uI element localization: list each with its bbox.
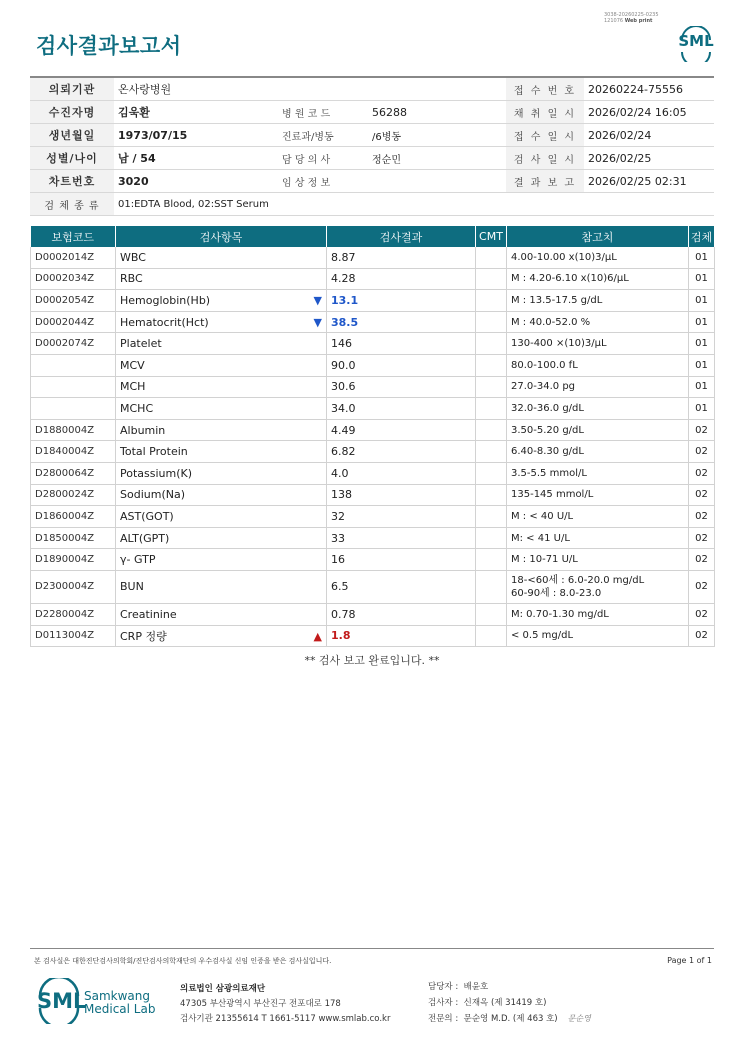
table-row [31,570,715,603]
ref-line: M: < 41 U/L [511,532,570,544]
cell-specimen: 02 [689,462,715,484]
footer-divider [30,948,714,949]
cell-value: 38.5 [327,311,476,333]
logo-name-line: Medical Lab [84,1002,156,1016]
high-flag-icon: ▲ [313,629,322,643]
item-name: Creatinine [120,607,177,621]
cell-ref [507,354,689,376]
item-name: Total Protein [120,445,188,459]
cell-ref [507,484,689,506]
header-code: 보험코드 [31,226,116,247]
cell-item [116,441,327,463]
cell-ref [507,290,689,312]
cell-ref [507,549,689,571]
cell-value: 4.28 [327,268,476,290]
org-contact: 검사기관 21355614 T 1661-5117 www.smlab.co.kr [180,1014,391,1024]
table-row [31,354,715,376]
item-name: Hematocrit(Hct) [120,315,209,329]
value-sex-age: 남 / 54 [114,147,272,170]
ref-line: 6.40-8.30 g/dL [511,446,584,458]
header-ref: 참고치 [507,226,689,247]
label-hospital: 의뢰기관 [30,77,114,101]
cell-value: 30.6 [327,376,476,398]
cell-cmt [476,484,507,506]
label-chart: 차트번호 [30,170,114,193]
item-name: Potassium(K) [120,466,193,480]
cell-specimen: 02 [689,570,715,603]
header-specimen: 검체 [689,226,715,247]
item-name: Hemoglobin(Hb) [120,293,211,307]
footer-logo [36,978,176,1024]
cell-item [116,247,327,268]
cell-ref [507,462,689,484]
table-row [31,419,715,441]
cell-item [116,333,327,355]
document-code-line: 3038-20260225-0235 [604,12,659,18]
cell-specimen: 02 [689,484,715,506]
cell-cmt [476,268,507,290]
table-row [31,506,715,528]
value-test-date: 2026/02/25 [584,147,714,170]
low-flag-icon: ▼ [313,315,322,329]
cell-item [116,462,327,484]
ref-line: 3.50-5.20 g/dL [511,424,584,436]
cell-cmt [476,603,507,625]
label-sex-age: 성별/나이 [30,147,114,170]
cell-value: 33 [327,527,476,549]
item-name: ALT(GPT) [120,531,170,545]
tester-label: 검사자 : [428,997,459,1008]
web-print-tag: Web print [624,18,653,24]
cell-item [116,603,327,625]
logo-name-line: Samkwang [84,989,150,1003]
cell-cmt [476,527,507,549]
completion-note: ** 검사 보고 완료입니다. ** [304,654,440,667]
value-chart: 3020 [114,170,272,193]
item-name: BUN [120,580,144,594]
label-report: 결 과 보 고 [506,170,584,193]
ref-line: M : 13.5-17.5 g/dL [511,294,603,306]
table-row [31,625,715,647]
document-code-line: 121076 [604,18,624,24]
cell-code: D0002074Z [31,333,116,355]
ref-line: M : 40.0-52.0 % [511,316,591,328]
cell-specimen: 02 [689,441,715,463]
cell-item [116,484,327,506]
cell-cmt [476,290,507,312]
value-clinical [368,170,506,193]
cell-ref [507,398,689,420]
table-row [31,398,715,420]
cell-ref [507,376,689,398]
cell-code: D2800024Z [31,484,116,506]
label-doctor: 담 당 의 사 [272,147,368,170]
cell-item [116,549,327,571]
sml-logo [676,26,716,62]
ref-line: 32.0-36.0 g/dL [511,402,584,414]
cell-specimen: 01 [689,311,715,333]
value-dept: /6병동 [368,124,506,147]
low-flag-icon: ▼ [313,294,322,308]
item-name: Albumin [120,423,166,437]
manager-label: 담당자 : [428,982,459,992]
value-hospital: 온사랑병원 [114,77,506,101]
ref-line: 3.5-5.5 mmol/L [511,467,587,479]
label-receipt-no: 접 수 번 호 [506,77,584,101]
cell-code: D0113004Z [31,625,116,647]
ref-line: < 0.5 mg/dL [511,630,574,642]
ref-line: 4.00-10.00 x(10)3/µL [511,251,617,263]
org-name: 의료법인 삼광의료재단 [180,984,266,994]
ref-line: 80.0-100.0 fL [511,359,578,371]
cell-value: 90.0 [327,354,476,376]
cell-specimen: 01 [689,290,715,312]
cell-ref [507,268,689,290]
logo-text: SML [678,32,714,50]
value-dob: 1973/07/15 [114,124,272,147]
cell-cmt [476,462,507,484]
cell-cmt [476,354,507,376]
label-test-date: 검 사 일 시 [506,147,584,170]
footer-logo-name [84,990,155,1016]
cell-code [31,376,116,398]
cell-cmt [476,398,507,420]
cell-value: 6.5 [327,570,476,603]
footer-logo-sml: SML [37,989,87,1013]
cell-specimen: 02 [689,625,715,647]
item-name: RBC [120,272,143,286]
cell-ref [507,625,689,647]
value-received: 2026/02/24 [584,124,714,147]
table-row [31,549,715,571]
table-row [31,376,715,398]
staff-info [428,980,591,1028]
cell-ref [507,506,689,528]
item-name: AST(GOT) [120,509,174,523]
cell-code: D1840004Z [31,441,116,463]
cell-item [116,506,327,528]
cell-ref [507,603,689,625]
cell-code: D0002044Z [31,311,116,333]
cell-value: 4.49 [327,419,476,441]
cell-item [116,354,327,376]
table-row [31,247,715,268]
cell-code: D1850004Z [31,527,116,549]
cell-code: D2300004Z [31,570,116,603]
label-dept: 진료과/병동 [272,124,368,147]
cell-cmt [476,311,507,333]
document-code [604,12,704,24]
cell-ref [507,419,689,441]
specialist-name: 문순영 M.D. (제 463 호) [463,1014,558,1024]
results-body [31,247,715,647]
tester-name: 신재옥 (제 31419 호) [463,997,547,1008]
cell-item [116,398,327,420]
item-name: Platelet [120,337,162,351]
value-specimen: 01:EDTA Blood, 02:SST Serum [114,193,714,216]
item-name: γ- GTP [120,553,156,567]
table-row [31,268,715,290]
value-collect: 2026/02/24 16:05 [584,101,714,124]
cell-code: D1860004Z [31,506,116,528]
cell-specimen: 01 [689,333,715,355]
ref-line: 135-145 mmol/L [511,489,594,501]
cell-ref [507,247,689,268]
cell-item [116,419,327,441]
cell-value: 16 [327,549,476,571]
cell-specimen: 01 [689,268,715,290]
cell-cmt [476,376,507,398]
cell-code: D0002054Z [31,290,116,312]
cell-code: D1890004Z [31,549,116,571]
ref-line: 18-<60세 : 6.0-20.0 mg/dL [511,574,645,586]
item-name: MCV [120,358,145,372]
table-row [31,290,715,312]
cell-item [116,527,327,549]
cell-cmt [476,333,507,355]
value-hosp-code: 56288 [368,101,506,124]
cell-specimen: 02 [689,419,715,441]
certification-note: 본 검사실은 대한진단검사의학회/진단검사의학재단의 우수검사실 신임 인증을 받은 검사실입니다. [34,957,332,965]
table-row [31,441,715,463]
cell-item [116,268,327,290]
cell-item [116,376,327,398]
cell-value: 34.0 [327,398,476,420]
label-clinical: 임 상 정 보 [272,170,368,193]
value-report: 2026/02/25 02:31 [584,170,714,193]
item-name: MCH [120,380,146,394]
cell-ref [507,527,689,549]
label-patient: 수진자명 [30,101,114,124]
cell-ref [507,570,689,603]
cell-cmt [476,570,507,603]
cell-specimen: 01 [689,354,715,376]
header-cmt: CMT [476,226,507,247]
cell-specimen: 02 [689,549,715,571]
label-specimen: 검 체 종 류 [30,193,114,216]
manager-name: 배윤호 [463,982,489,992]
ref-line: M: 0.70-1.30 mg/dL [511,608,609,620]
value-doctor: 정순민 [368,147,506,170]
cell-cmt [476,247,507,268]
cell-value: 32 [327,506,476,528]
ref-line: M : 4.20-6.10 x(10)6/µL [511,273,629,285]
organization-info [180,982,390,1027]
ref-line: 27.0-34.0 pg [511,381,576,393]
results-table [30,226,715,647]
cell-ref [507,311,689,333]
cell-specimen: 01 [689,376,715,398]
header-value: 검사결과 [327,226,476,247]
cell-item [116,290,327,312]
results-header-row [31,226,715,247]
specialist-label: 전문의 : [428,1014,459,1024]
table-row [31,603,715,625]
cell-value: 138 [327,484,476,506]
table-row [31,527,715,549]
cell-item [116,570,327,603]
cell-cmt [476,419,507,441]
ref-line: 60-90세 : 8.0-23.0 [511,587,602,599]
cell-ref [507,333,689,355]
cell-code: D0002034Z [31,268,116,290]
cell-ref [507,441,689,463]
label-received: 접 수 일 시 [506,124,584,147]
cell-code: D1880004Z [31,419,116,441]
patient-info-table [30,76,714,216]
table-row [31,333,715,355]
table-row [31,462,715,484]
cell-value: 4.0 [327,462,476,484]
item-name: Sodium(Na) [120,488,185,502]
cell-cmt [476,441,507,463]
signature: 문순영 [567,1014,591,1023]
cell-specimen: 02 [689,527,715,549]
org-address: 47305 부산광역시 부산진구 전포대로 178 [180,999,341,1009]
item-name: WBC [120,250,146,264]
item-name: MCHC [120,401,154,415]
table-row [31,311,715,333]
label-hosp-code: 병 원 코 드 [272,101,368,124]
cell-item [116,311,327,333]
cell-value: 0.78 [327,603,476,625]
cell-specimen: 02 [689,603,715,625]
value-receipt-no: 20260224-75556 [584,77,714,101]
cell-value: 146 [327,333,476,355]
cell-cmt [476,506,507,528]
cell-cmt [476,625,507,647]
table-row [31,484,715,506]
cell-specimen: 01 [689,247,715,268]
cell-code [31,354,116,376]
value-patient: 김욱환 [114,101,272,124]
cell-code: D2800064Z [31,462,116,484]
cell-specimen: 02 [689,506,715,528]
cell-value: 1.8 [327,625,476,647]
cell-code [31,398,116,420]
cell-value: 6.82 [327,441,476,463]
ref-line: M : < 40 U/L [511,510,574,522]
cell-value: 13.1 [327,290,476,312]
ref-line: M : 10-71 U/L [511,554,578,566]
page-title: 검사결과보고서 [36,34,182,58]
cell-specimen: 01 [689,398,715,420]
cell-code: D2280004Z [31,603,116,625]
cell-cmt [476,549,507,571]
page-number: Page 1 of 1 [667,956,712,965]
label-collect: 채 취 일 시 [506,101,584,124]
ref-line: 130-400 ×(10)3/µL [511,338,607,350]
label-dob: 생년월일 [30,124,114,147]
item-name: CRP 정량 [120,629,167,643]
cell-item [116,625,327,647]
cell-code: D0002014Z [31,247,116,268]
cell-value: 8.87 [327,247,476,268]
header-item: 검사항목 [116,226,327,247]
